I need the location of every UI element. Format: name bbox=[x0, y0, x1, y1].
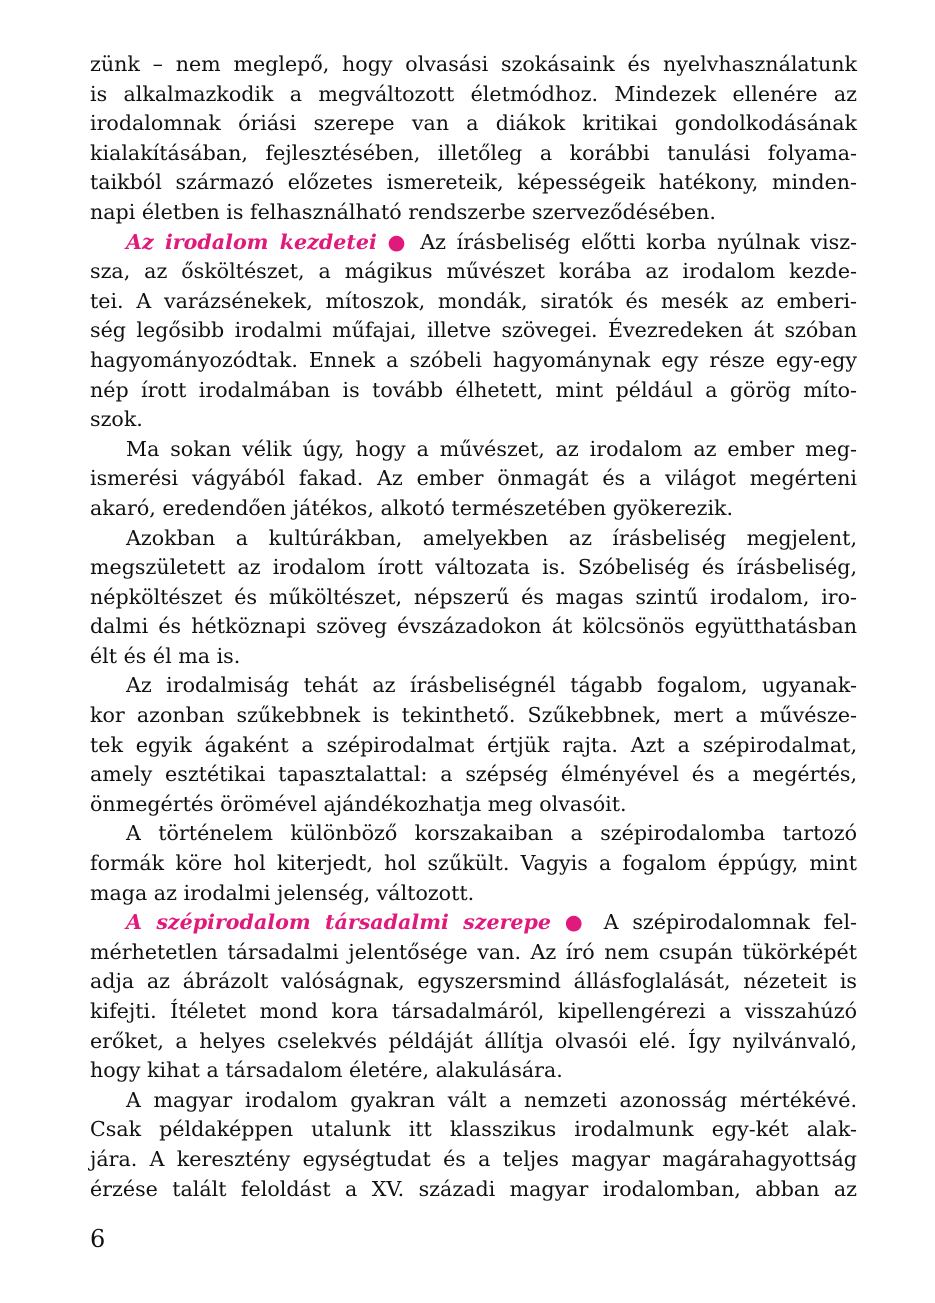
text-line: napi életben is felhasználható rendszerbe szerveződésében. bbox=[90, 199, 716, 224]
text-line bbox=[90, 908, 857, 938]
text-line: is alkalmazkodik a megváltozott életmódhoz. Mindezek ellenére az bbox=[90, 81, 857, 106]
text-line: hogy kihat a társadalom életére, alakulására. bbox=[90, 1058, 563, 1083]
text-line: zünk – nem meglepő, hogy olvasási szokásaink és nyelvhasználatunk bbox=[90, 52, 857, 76]
text-line: taikból származó előzetes ismereteik, képességeik hatékony, minden- bbox=[90, 170, 857, 195]
page-number: 6 bbox=[90, 1225, 106, 1253]
text-line: maga az irodalmi jelenség, változott. bbox=[90, 880, 475, 905]
text-line: tei. A varázsénekek, mítoszok, mondák, siratók és mesék az emberi- bbox=[90, 288, 857, 313]
paragraph bbox=[90, 524, 857, 672]
text-line: amely esztétikai tapasztalattal: a szépség élményével és a megértés, bbox=[90, 762, 857, 787]
text-line: mérhetetlen társadalmi jelentősége van. Az író nem csupán tükörképét bbox=[90, 939, 857, 964]
text-line: Ma sokan vélik úgy, hogy a művészet, az irodalom az ember meg- bbox=[126, 436, 857, 461]
text-line: érzése talált feloldást a XV. századi magyar irodalomban, abban az bbox=[90, 1176, 857, 1201]
section-heading: Az irodalom kezdetei bbox=[126, 229, 377, 254]
text-line: jára. A keresztény egységtudat és a teljes magyar magárahagyottság bbox=[90, 1146, 857, 1171]
text-line: népköltészet és műköltészet, népszerű és magas szintű irodalom, iro- bbox=[90, 584, 857, 609]
text-line: Csak példaképpen utalunk itt klasszikus irodalmunk egy-két alak- bbox=[90, 1117, 857, 1142]
text-line: erőket, a helyes cselekvés példáját állítja olvasói elé. Így nyilvánvaló, bbox=[90, 1028, 857, 1053]
text-line-content: Az írásbeliség előtti korba nyúlnak visz- bbox=[420, 229, 858, 254]
text-line: élt és él ma is. bbox=[90, 643, 241, 668]
text-line: ség legősibb irodalmi műfajai, illetve szövegei. Évezredeken át szóban bbox=[90, 318, 857, 343]
text-line: tek egyik ágaként a szépirodalmat értjük rajta. Azt a szépirodalmat, bbox=[90, 732, 857, 757]
paragraph-szepirodalom-szerepe bbox=[90, 908, 857, 1086]
paragraph bbox=[90, 435, 857, 524]
paragraph-irodalom-kezdetei bbox=[90, 228, 857, 435]
paragraph bbox=[90, 671, 857, 819]
text-line: kor azonban szűkebbnek is tekinthető. Szűkebbnek, mert a művésze- bbox=[90, 703, 857, 728]
text-line: sza, az ősköltészet, a mágikus művészet korába az irodalom kezde- bbox=[90, 259, 857, 284]
paragraph bbox=[90, 1086, 857, 1204]
text-line: Azokban a kultúrákban, amelyekben az írásbeliség megjelent, bbox=[126, 525, 857, 550]
section-heading: A szépirodalom társadalmi szerepe bbox=[126, 910, 552, 935]
text-line bbox=[90, 228, 857, 258]
text-line: megszületett az irodalom írott változata is. Szóbeliség és írásbeliség, bbox=[90, 555, 857, 580]
bullet-icon: ● bbox=[564, 910, 590, 935]
text-line: formák köre hol kiterjedt, hol szűkült. Vagyis a fogalom éppúgy, mint bbox=[90, 851, 857, 876]
text-line: A történelem különböző korszakaiban a szépirodalomba tartozó bbox=[126, 821, 857, 846]
text-line-content: A szépirodalomnak fel- bbox=[603, 910, 858, 935]
text-line: A magyar irodalom gyakran vált a nemzeti azonosság mértékévé. bbox=[126, 1087, 857, 1112]
text-line: szok. bbox=[90, 407, 143, 432]
text-line: dalmi és hétköznapi szöveg évszázadokon át kölcsönös együtthatásban bbox=[90, 614, 857, 639]
text-line: hagyományozódtak. Ennek a szóbeli hagyománynak egy része egy-egy bbox=[90, 347, 857, 372]
paragraph bbox=[90, 819, 857, 908]
page-body bbox=[90, 50, 857, 1204]
text-line: Az irodalmiság tehát az írásbeliségnél tágabb fogalom, ugyanak- bbox=[126, 673, 857, 698]
text-line: nép írott irodalmában is tovább élhetett, mint például a görög míto- bbox=[90, 377, 857, 402]
text-line: akaró, eredendően játékos, alkotó természetében gyökerezik. bbox=[90, 495, 734, 520]
text-line: kialakításában, fejlesztésében, illetőleg a korábbi tanulási folyama- bbox=[90, 140, 857, 165]
text-line: irodalomnak óriási szerepe van a diákok kritikai gondolkodásának bbox=[90, 111, 857, 136]
paragraph bbox=[90, 50, 857, 228]
bullet-icon: ● bbox=[387, 229, 410, 254]
text-line: ismerési vágyából fakad. Az ember önmagát és a világot megérteni bbox=[90, 466, 857, 491]
text-line: kifejti. Ítéletet mond kora társadalmáról, kipellengérezi a visszahúzó bbox=[90, 999, 857, 1023]
text-line: önmegértés örömével ajándékozhatja meg olvasóit. bbox=[90, 791, 627, 816]
text-line: adja az ábrázolt valóságnak, egyszersmind állásfoglalását, nézeteit is bbox=[90, 969, 857, 994]
